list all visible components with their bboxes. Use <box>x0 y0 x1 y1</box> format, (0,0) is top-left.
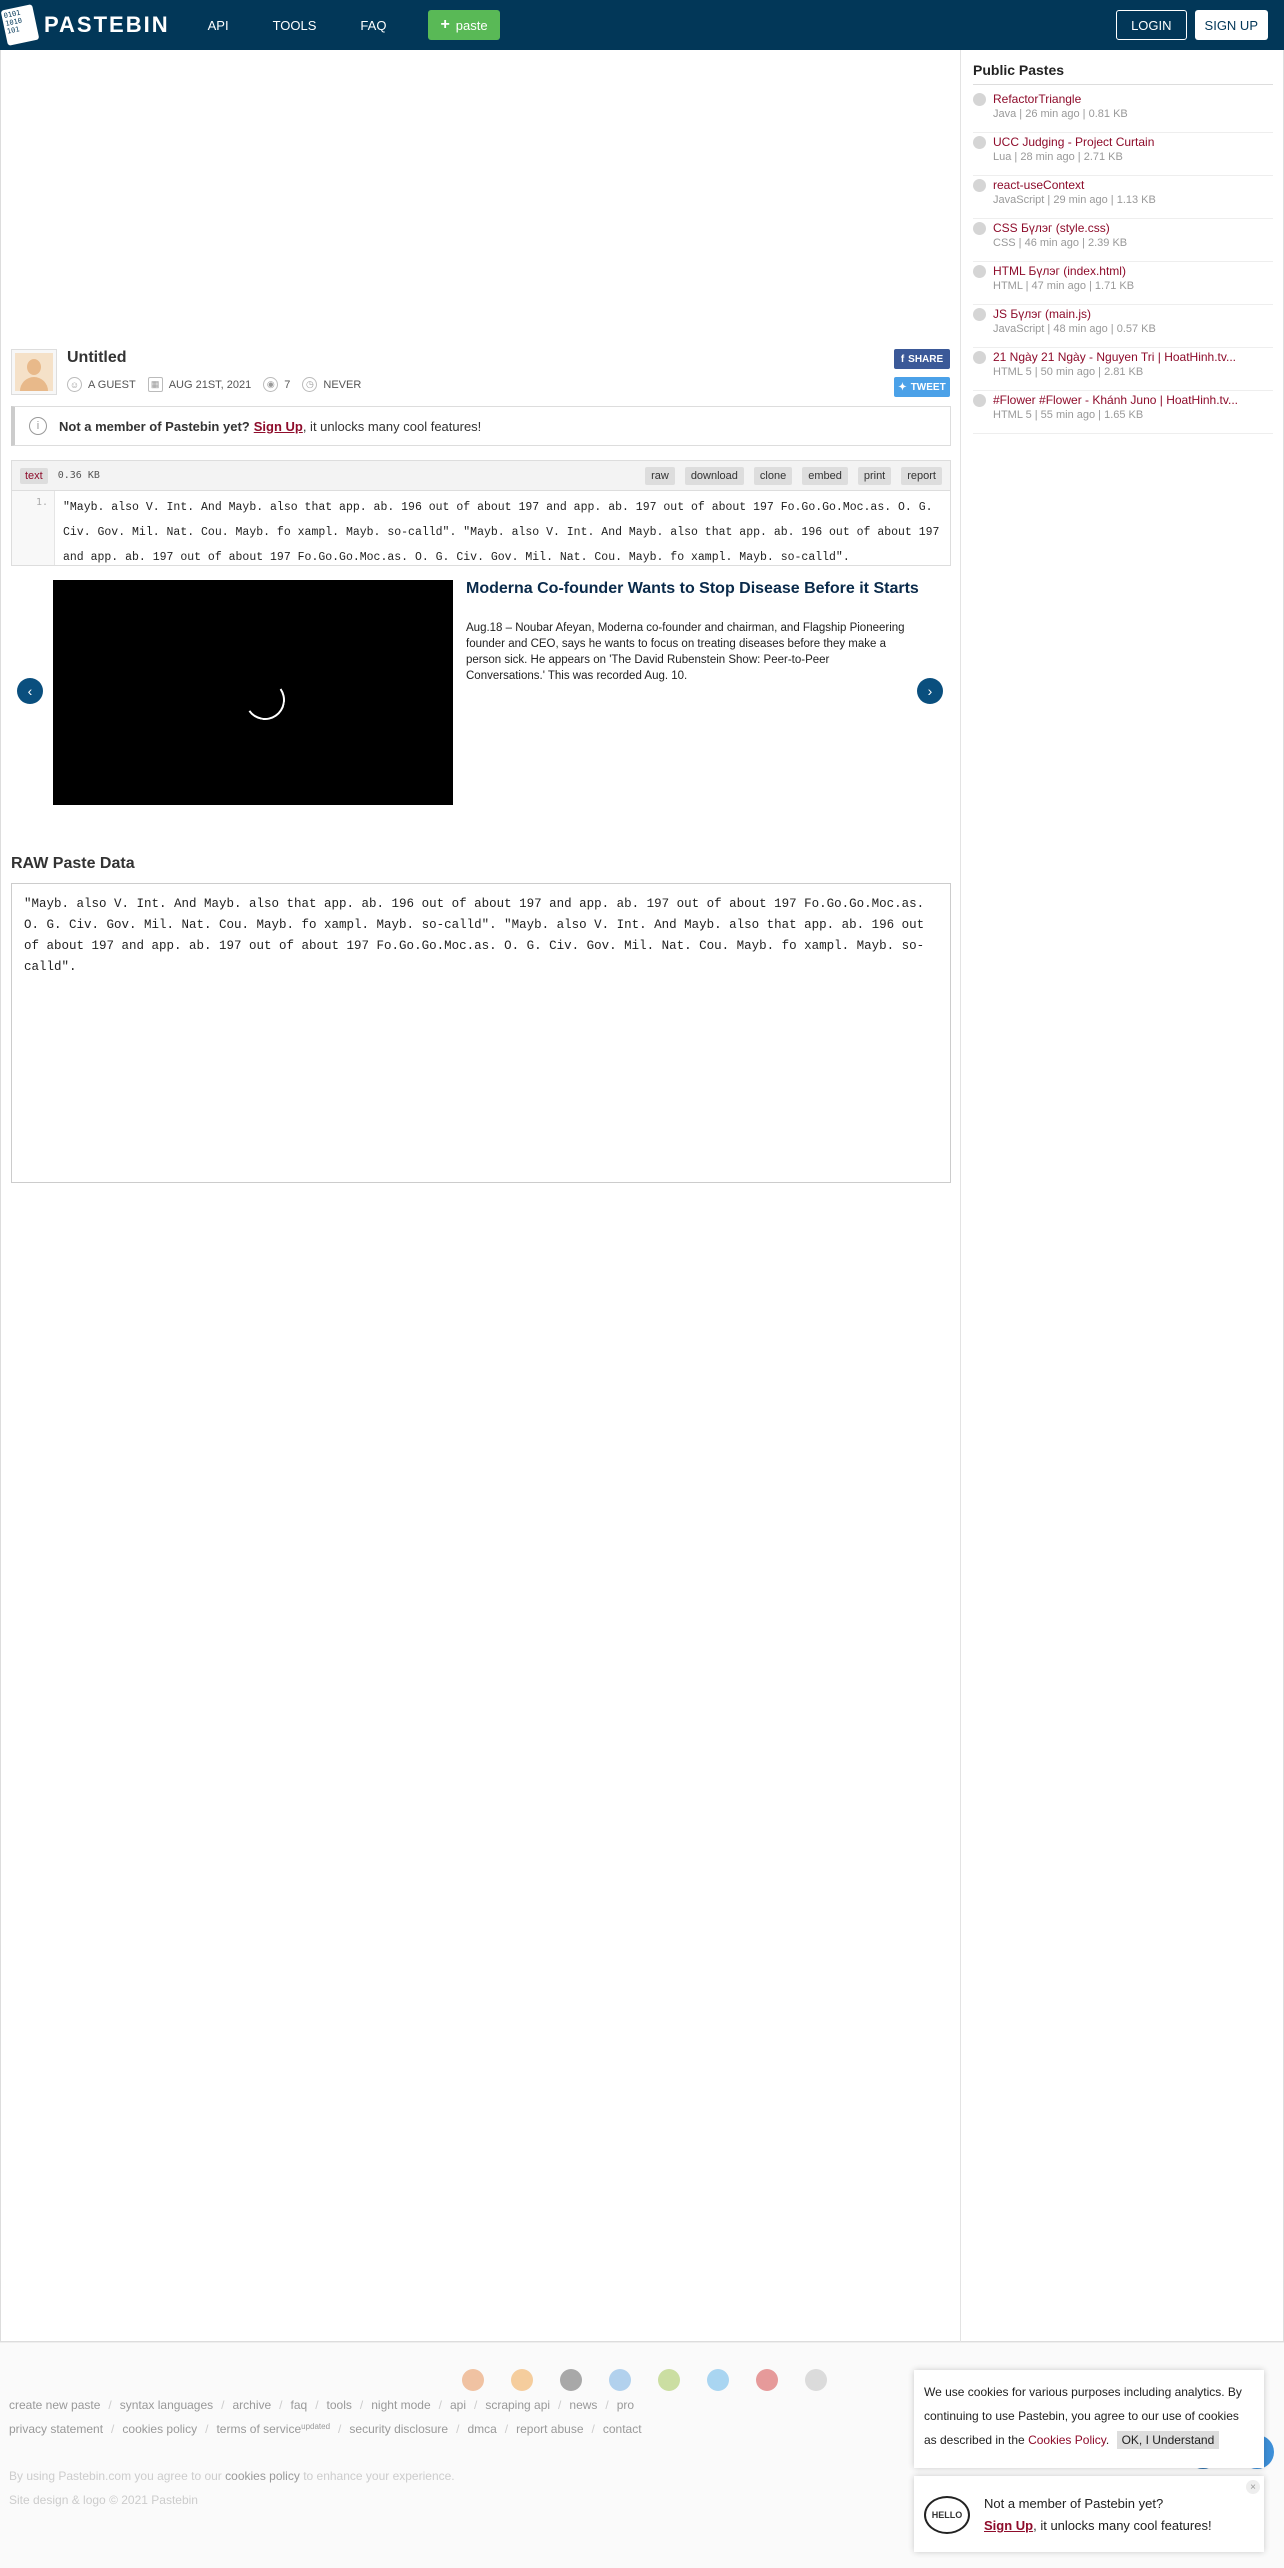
video-title[interactable]: Moderna Co-founder Wants to Stop Disease Before it Starts <box>466 580 919 597</box>
paste-link[interactable]: react-useContext <box>993 178 1085 192</box>
list-item <box>973 133 1273 176</box>
nav-tools[interactable]: TOOLS <box>272 17 317 33</box>
paste-link[interactable]: HTML Бүлэг (index.html) <box>993 264 1126 278</box>
popup-signup-link[interactable]: Sign Up <box>984 2518 1034 2533</box>
globe-icon <box>973 265 986 278</box>
public-pastes-list <box>973 90 1273 434</box>
paste-date: AUG 21ST, 2021 <box>168 378 252 391</box>
sidebar-divider <box>960 50 961 2342</box>
views-meta <box>263 377 290 392</box>
hello-logo: HELLO <box>924 2496 970 2534</box>
author-name: A GUEST <box>88 378 136 391</box>
login-button[interactable]: LOGIN <box>1116 10 1186 40</box>
code-box <box>11 460 951 566</box>
globe-icon <box>973 308 986 321</box>
tweet-button[interactable] <box>894 377 950 397</box>
firefox-icon[interactable] <box>511 2369 533 2391</box>
footer-link-create[interactable]: create new paste <box>9 2398 101 2412</box>
line-number: 1. <box>12 491 55 565</box>
notice-signup-link[interactable]: Sign Up <box>253 418 303 434</box>
logo-text: PASTEBIN <box>44 12 170 37</box>
plus-icon: + <box>440 16 450 33</box>
loading-spinner-icon <box>242 677 288 723</box>
share-label: SHARE <box>908 353 944 365</box>
popup-question: Not a member of Pastebin yet? <box>984 2496 1164 2511</box>
avatar <box>11 349 57 395</box>
footer-link-pro[interactable]: pro <box>616 2398 635 2412</box>
info-icon: i <box>29 417 47 435</box>
popup-rest: , it unlocks many cool features! <box>1033 2518 1212 2533</box>
agree-prefix: By using Pastebin.com you agree to our <box>9 2469 222 2483</box>
cookie-consent: We use cookies for various purposes including analytics. By continuing to use Pastebin, you agree to our use of cookies as described in the Cookies Policy. OK, I Understand <box>914 2370 1264 2468</box>
footer-link-terms[interactable]: terms of service <box>216 2422 302 2436</box>
list-item <box>973 305 1273 348</box>
date-meta <box>148 377 252 392</box>
paste-meta: HTML 5 | 50 min ago | 2.81 KB <box>993 366 1144 378</box>
footer-link-syntax[interactable]: syntax languages <box>119 2398 214 2412</box>
macos-icon[interactable] <box>707 2369 729 2391</box>
author-meta <box>67 377 136 392</box>
footer-link-privacy[interactable]: privacy statement <box>9 2422 104 2436</box>
signup-notice <box>11 406 951 446</box>
chrome-icon[interactable] <box>462 2369 484 2391</box>
cookie-ok-button[interactable]: OK, I Understand <box>1117 2431 1220 2449</box>
code-line[interactable]: "Mayb. also V. Int. And Mayb. also that app. ab. 196 out of about 197 and app. ab. 197 out of about 197 Fo.Go.Go.Moc.as. O. G. Civ. Gov. Mil. Nat. Cou. Mayb. fo xampl. Mayb. so-calld". "Mayb. also V. Int. And Mayb. also that app. ab. 196 out of about 197 and app. ab. 197 out of about 197 Fo.Go.Go.Moc.as. O. G. Civ. Gov. Mil. Nat. Cou. Mayb. fo xampl. Mayb. so-calld". <box>63 501 940 564</box>
facebook-share-button[interactable] <box>894 349 950 369</box>
globe-icon <box>973 179 986 192</box>
notice-question: Not a member of Pastebin yet? <box>59 418 250 434</box>
report-button[interactable]: report <box>901 467 942 485</box>
ios-icon[interactable] <box>560 2369 582 2391</box>
video-player[interactable] <box>53 580 453 805</box>
eye-icon: ◉ <box>263 377 278 392</box>
list-item <box>973 176 1273 219</box>
code-actions <box>635 467 942 485</box>
footer-link-contact[interactable]: contact <box>602 2422 642 2436</box>
footer-link-report-abuse[interactable]: report abuse <box>516 2422 584 2436</box>
divider <box>973 84 1273 85</box>
carousel-next-button[interactable] <box>917 678 943 704</box>
list-item <box>973 90 1273 133</box>
footer-links-row2: privacy statement / cookies policy / terms of service updated / security disclosure / dmca / report abuse / contact <box>9 2422 642 2436</box>
print-button[interactable]: print <box>858 467 891 485</box>
globe-icon <box>973 136 986 149</box>
paste-link[interactable]: CSS Бүлэг (style.css) <box>993 221 1110 235</box>
paste-title: Untitled <box>67 349 127 366</box>
user-icon <box>15 353 53 391</box>
new-paste-button[interactable] <box>428 10 499 40</box>
calendar-icon: ▦ <box>148 377 163 392</box>
nav-faq[interactable]: FAQ <box>360 17 387 33</box>
tweet-label: TWEET <box>910 381 946 393</box>
globe-icon <box>973 351 986 364</box>
user-icon: ☺ <box>67 377 82 392</box>
paste-link[interactable]: #Flower #Flower - Khánh Juno | HoatHinh.tv... <box>993 393 1239 407</box>
view-count: 7 <box>284 378 291 391</box>
footer-link-news[interactable]: news <box>569 2398 598 2412</box>
video-description: Aug.18 – Noubar Afeyan, Moderna co-founder and chairman, and Flagship Pioneering founder and CEO, says he wants to focus on treating diseases before they make a person sick. He appears on 'The David Rubenstein Show: Peer-to-Peer Conversations.' This was recorded Aug. 10. <box>466 622 905 682</box>
footer-links-row1: create new paste / syntax languages / archive / faq / tools / night mode / api / scraping api / news / pro <box>9 2398 635 2412</box>
list-item <box>973 219 1273 262</box>
twitter-icon: ✦ <box>898 381 907 393</box>
paste-meta: HTML 5 | 55 min ago | 1.65 KB <box>993 409 1144 421</box>
footer-link-tools[interactable]: tools <box>326 2398 352 2412</box>
globe-icon <box>973 222 986 235</box>
globe-icon <box>973 93 986 106</box>
footer-link-cookies[interactable]: cookies policy <box>122 2422 198 2436</box>
expiry-value: NEVER <box>323 378 362 391</box>
globe-icon <box>973 394 986 407</box>
paste-link[interactable]: JS Бүлэг (main.js) <box>993 307 1092 321</box>
paste-meta: JavaScript | 48 min ago | 0.57 KB <box>993 323 1156 335</box>
signup-button[interactable]: SIGN UP <box>1195 10 1268 40</box>
cookie-text: We use cookies for various purposes including analytics. By continuing to use Pastebin, you agree to our use of cookies as described in the <box>924 2385 1242 2447</box>
paste-meta <box>67 377 373 392</box>
nav-api[interactable]: API <box>207 17 229 33</box>
browser-icons <box>462 2369 854 2391</box>
footer-link-faq[interactable]: faq <box>290 2398 308 2412</box>
signup-popup <box>914 2476 1264 2552</box>
embed-button[interactable]: embed <box>802 467 848 485</box>
auth-buttons <box>1116 10 1268 40</box>
footer-link-security[interactable]: security disclosure <box>349 2422 449 2436</box>
footer-link-scraping-api[interactable]: scraping api <box>485 2398 551 2412</box>
list-item <box>973 348 1273 391</box>
paste-meta: JavaScript | 29 min ago | 1.13 KB <box>993 194 1156 206</box>
notice-rest: , it unlocks many cool features! <box>302 418 482 434</box>
paste-meta: CSS | 46 min ago | 2.39 KB <box>993 237 1128 249</box>
paste-meta: Lua | 28 min ago | 2.71 KB <box>993 151 1123 163</box>
raw-title: RAW Paste Data <box>11 855 135 872</box>
download-button[interactable]: download <box>685 467 744 485</box>
paste-link[interactable]: 21 Ngày 21 Ngày - Nguyen Tri | HoatHinh.tv... <box>993 350 1237 364</box>
footer-link-night-mode[interactable]: night mode <box>371 2398 431 2412</box>
android-icon[interactable] <box>658 2369 680 2391</box>
carousel-prev-button[interactable] <box>17 678 43 704</box>
cookie-policy-link[interactable]: Cookies Policy <box>1028 2433 1106 2447</box>
clone-button[interactable]: clone <box>754 467 792 485</box>
agree-suffix: to enhance your experience. <box>303 2469 455 2483</box>
paste-link[interactable]: UCC Judging - Project Curtain <box>993 135 1155 149</box>
main-nav <box>208 10 500 40</box>
public-pastes-title: Public Pastes <box>973 62 1065 78</box>
footer-agreement <box>9 2469 455 2483</box>
chevron-left-icon: ‹ <box>27 683 33 699</box>
new-paste-label: paste <box>455 17 488 33</box>
opera-icon[interactable] <box>756 2369 778 2391</box>
raw-textarea[interactable]: "Mayb. also V. Int. And Mayb. also that app. ab. 196 out of about 197 and app. ab. 197 out of about 197 Fo.Go.Go.Moc.as. O. G. Civ. Gov. Mil. Nat. Cou. Mayb. fo xampl. Mayb. so-calld". "Mayb. also V. Int. And Mayb. also that app. ab. 196 out of about 197 and app. ab. 197 out of about 197 Fo.Go.Go.Moc.as. O. G. Civ. Gov. Mil. Nat. Cou. Mayb. fo xampl. Mayb. so-calld". <box>11 883 951 1183</box>
code-body <box>12 491 950 565</box>
footer-link-dmca[interactable]: dmca <box>467 2422 497 2436</box>
list-item <box>973 391 1273 434</box>
code-toolbar <box>12 461 950 491</box>
footer-link-archive[interactable]: archive <box>232 2398 272 2412</box>
paste-size: 0.36 KB <box>57 470 100 481</box>
facebook-icon: f <box>900 353 905 365</box>
popup-line2 <box>984 2518 1212 2533</box>
paste-meta: Java | 26 min ago | 0.81 KB <box>993 108 1128 120</box>
paste-link[interactable]: RefactorTriangle <box>993 92 1082 106</box>
linux-icon[interactable] <box>805 2369 827 2391</box>
chevron-right-icon: › <box>927 683 933 699</box>
footer-link-api[interactable]: api <box>449 2398 466 2412</box>
clock-icon: ◷ <box>302 377 317 392</box>
footer-cookies-policy-link[interactable]: cookies policy <box>225 2469 300 2483</box>
list-item <box>973 262 1273 305</box>
logo[interactable] <box>4 7 170 43</box>
footer-copyright: Site design & logo © 2021 Pastebin <box>9 2493 198 2507</box>
top-header <box>0 0 1284 50</box>
logo-icon: 0101 1010 101 <box>1 4 40 46</box>
close-icon[interactable]: × <box>1246 2480 1260 2494</box>
syntax-tag[interactable]: text <box>20 468 48 484</box>
windows-icon[interactable] <box>609 2369 631 2391</box>
updated-badge: updated <box>301 2422 331 2431</box>
paste-meta: HTML | 47 min ago | 1.71 KB <box>993 280 1135 292</box>
expiry-meta <box>302 377 361 392</box>
raw-button[interactable]: raw <box>645 467 675 485</box>
